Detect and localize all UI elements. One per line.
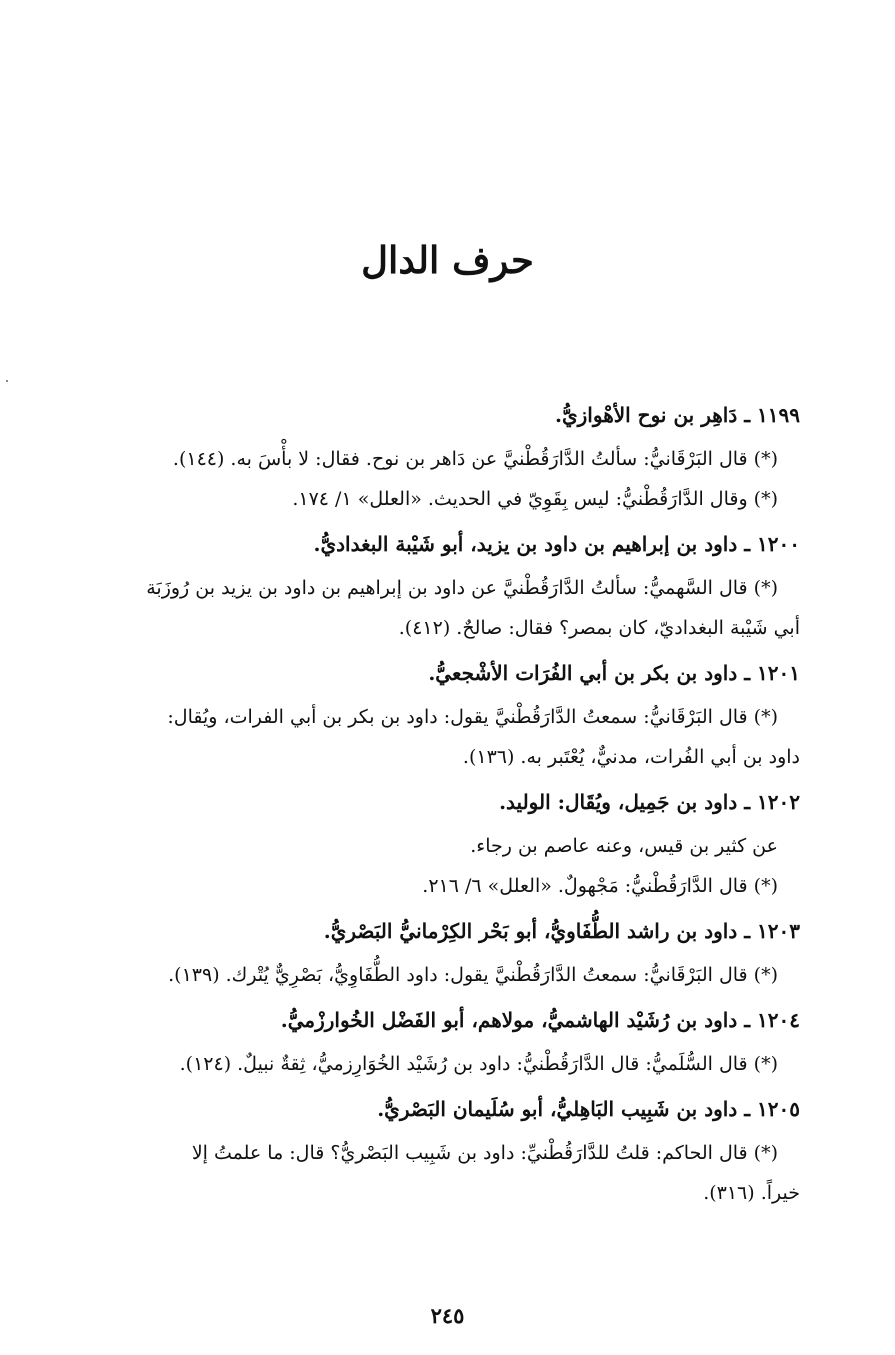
entry-1202 [72,785,800,904]
entry-line: (*) قال البَرْقَانيُّ: سمعتُ الدَّارَقُطْنيَّ يقول: داود بن بكر بن أبي الفرات، ويُقال: [167,706,778,728]
entry-line: خيراً. (٣١٦). [703,1182,800,1204]
entry-1201 [72,656,800,775]
entry-line: (*) قال السُّلَميُّ: قال الدَّارَقُطْنيُّ: داود بن رُشَيْد الخُوَارِزميُّ، ثِقةٌ نبيلٌ. (١٢٤). [179,1053,778,1075]
entry-heading: ١٢٠٠ ـ داود بن إبراهيم بن داود بن يزيد، أبو شَيْبة البغداديُّ. [313,532,800,556]
entry-line: (*) قال السَّهميُّ: سألتُ الدَّارَقُطْنيَّ عن داود بن إبراهيم بن داود بن يزيد بن رُوزَبَة [146,577,778,599]
entry-heading: ١١٩٩ ـ دَاهِر بن نوح الأهْوازيُّ. [555,403,800,427]
entry-line: عن كثير بن قيس، وعنه عاصم بن رجاء. [470,835,778,857]
entry-heading: ١٢٠٤ ـ داود بن رُشَيْد الهاشميُّ، مولاهم، أبو الفَضْل الخُوارزْميُّ. [280,1008,800,1032]
entry-heading: ١٢٠٣ ـ داود بن راشد الطُّفَاويُّ، أبو بَحْر الكِرْمانيُّ البَصْريُّ. [323,919,800,943]
entry-heading: ١٢٠٥ ـ داود بن شَبِيب البَاهِليُّ، أبو سُلَيمان البَصْريُّ. [377,1097,800,1121]
entry-1205 [72,1092,800,1211]
entry-line: داود بن أبي الفُرات، مدنيٌّ، يُعْتَبر به. (١٣٦). [462,746,800,768]
entry-line: أبي شَيْبة البغداديّ، كان بمصر؟ فقال: صالحٌ. (٤١٢). [398,617,800,639]
entry-1203 [72,914,800,993]
entry-1200 [72,527,800,646]
entry-line: (*) قال الحاكم: قلتُ للدَّارَقُطْنيِّ: داود بن شَبِيب البَصْريُّ؟ قال: ما علمتُ إلا [191,1142,778,1164]
margin-speck [6,380,8,382]
entry-1204 [72,1003,800,1082]
page-number: ٢٤٥ [430,1303,465,1328]
entry-line: (*) قال البَرْقَانيُّ: سألتُ الدَّارَقُطْنيَّ عن دَاهر بن نوح. فقال: لا بأْسَ به. (١٤٤). [172,448,778,470]
chapter-title: حرف الدال [361,238,534,282]
entry-line: (*) وقال الدَّارَقُطْنيُّ: ليس بِقَوِيّ في الحديث. «العلل» ١/ ١٧٤. [292,488,778,510]
entry-heading: ١٢٠١ ـ داود بن بكر بن أبي الفُرَات الأشْجعيُّ. [428,661,800,685]
entry-line: (*) قال البَرْقَانيُّ: سمعتُ الدَّارَقُطْنيَّ يقول: داود الطُّفَاوِيُّ، بَصْرِيٌّ يُتْرك. (١٣٩). [168,964,778,986]
entry-line: (*) قال الدَّارَقُطْنيُّ: مَجْهولٌ. «العلل» ٦/ ٢١٦. [422,875,778,897]
entries-list [72,398,800,1221]
entry-1199 [72,398,800,517]
entry-heading: ١٢٠٢ ـ داود بن جَمِيل، ويُقَال: الوليد. [499,790,800,814]
